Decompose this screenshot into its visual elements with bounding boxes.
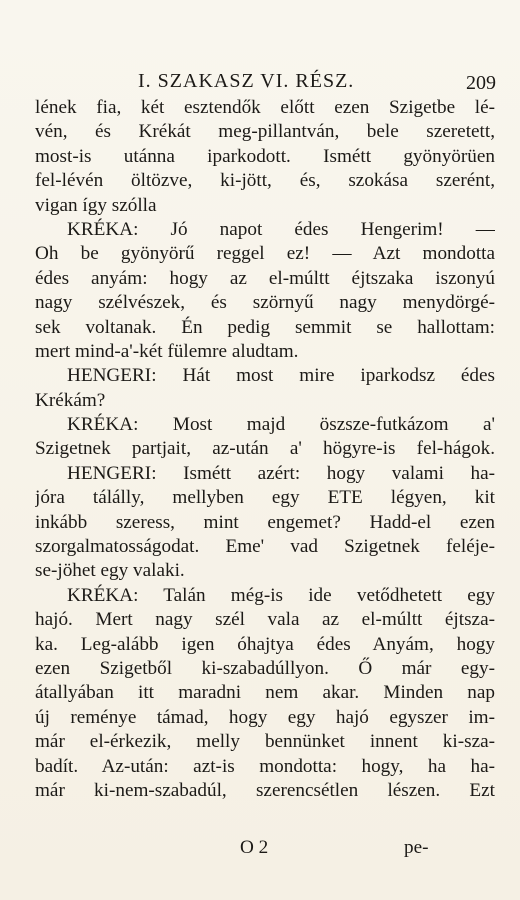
text-line: Krékám? [35, 389, 106, 411]
text-line: KRÉKA: Jó napot édes Hengerim! — [67, 218, 495, 240]
text-line: ezen Szigetből ki-szabadúllyon. Ő már egy- [35, 657, 495, 679]
text-line: édes anyám: hogy az el-múltt éjtszaka iszonyú [35, 267, 495, 289]
text-line: badít. Az-után: azt-is mondotta: hogy, ha ha- [35, 755, 495, 777]
text-line: mert mind-a'-két fülemre aludtam. [35, 340, 299, 362]
text-line: fel-lévén öltözve, ki-jött, és, szokása szerént, [35, 170, 495, 192]
text-line: vén, és Krékát meg-pillantván, bele szeretett, [35, 121, 495, 143]
text-line: vigan így szólla [35, 194, 157, 216]
text-line: KRÉKA: Talán még-is ide vetődhetett egy [67, 584, 495, 606]
text-line: inkább szeress, mint engemet? Hadd-el ezen [35, 511, 495, 533]
text-line: Oh be gyönyörű reggel ez! — Azt mondotta [35, 243, 495, 265]
text-line: KRÉKA: Most majd öszsze-futkázom a' [67, 414, 495, 436]
page-footer [0, 837, 520, 865]
text-line: már el-érkezik, melly bennünket innent ki-sza- [35, 731, 495, 753]
text-line: hajó. Mert nagy szél vala az el-múltt éjtsza- [35, 609, 495, 631]
text-line: nagy szélvészek, és szörnyű nagy menydörgé- [35, 292, 495, 314]
text-line: már ki-nem-szabadúl, szerencsétlen lészen. Ezt [35, 779, 495, 801]
text-line: átallyában itt maradni nem akar. Minden nap [35, 682, 495, 704]
text-line: új reménye támad, hogy egy hajó egyszer im- [35, 706, 495, 728]
text-line: lének fia, két esztendők előtt ezen Szigetbe lé- [35, 97, 495, 118]
body-text [35, 96, 495, 803]
page-number: 209 [466, 72, 496, 94]
running-header [58, 70, 496, 98]
text-line: HENGERI: Ismétt azért: hogy valami ha- [67, 462, 495, 484]
text-line: jóra tálálly, mellyben egy ETE légyen, kit [35, 487, 495, 509]
text-line: HENGERI: Hát most mire iparkodsz édes [67, 365, 495, 387]
text-line: sek voltanak. Én pedig semmit se hallottam: [35, 316, 495, 338]
text-line: ka. Leg-alább igen óhajtya édes Anyám, hogy [35, 633, 495, 655]
signature-mark: O 2 [240, 837, 269, 858]
catchword: pe- [404, 837, 429, 858]
running-title: I. SZAKASZ VI. RÉSZ. [138, 70, 355, 92]
text-line: se-jöhet egy valaki. [35, 560, 185, 582]
text-line: most-is utánna iparkodott. Ismétt gyönyörüen [35, 145, 495, 167]
text-line: Szigetnek partjait, az-után a' högyre-is fel-hágok. [35, 438, 495, 460]
text-line: szorgalmatosságodat. Eme' vad Szigetnek feléje- [35, 536, 495, 558]
